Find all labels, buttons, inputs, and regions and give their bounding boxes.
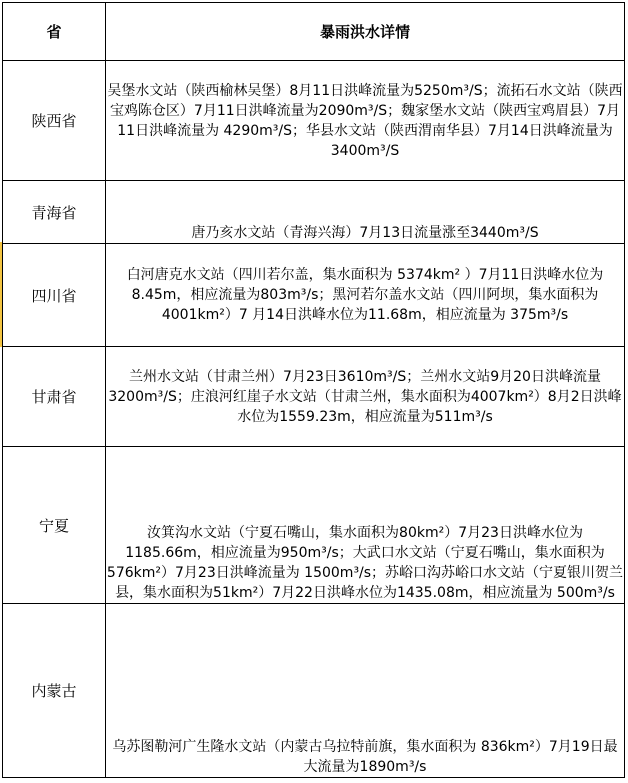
detail-cell[interactable]	[106, 244, 625, 347]
province-cell[interactable]: 四川省	[3, 244, 106, 347]
flood-details-table	[2, 2, 625, 778]
detail-cell[interactable]	[106, 347, 625, 447]
detail-text: 白河唐克水文站（四川若尔盖，集水面积为 5374km² ）7月11日洪峰水位为8.45m，相应流量为803m³/s；黑河若尔盖水文站（四川阿坝，集水面积为 4001km²）7 月14日洪峰水位为11.68m，相应流量为 375m³/s	[126, 267, 604, 323]
table-row	[3, 61, 625, 181]
detail-cell[interactable]	[106, 61, 625, 181]
table-row	[3, 181, 625, 244]
detail-text: 乌苏图勒河广生隆水文站（内蒙古乌拉特前旗，集水面积为 836km²）7月19日最大流量为1890m³/s	[112, 739, 618, 775]
table-row	[3, 604, 625, 778]
detail-text: 汝箕沟水文站（宁夏石嘴山，集水面积为80km²）7月23日洪峰水位为 1185.66m，相应流量为950m³/s；大武口水文站（宁夏石嘴山，集水面积为 576km²）7月23日洪峰流量为 1500m³/s；苏峪口沟苏峪口水文站（宁夏银川贺兰县，集水面积为51km²）7月22日洪峰水位为1435.08m，相应流量为 500m³/s	[106, 525, 624, 601]
detail-text: 兰州水文站（甘肃兰州）7月23日3610m³/S；兰州水文站9月20日洪峰流量3200m³/S；庄浪河红崖子水文站（甘肃兰州，集水面积为4007km²）8月2日洪峰水位为1559.23m，相应流量为511m³/s	[108, 368, 622, 425]
province-header[interactable]: 省	[3, 3, 106, 61]
province-cell[interactable]: 内蒙古	[3, 604, 106, 778]
detail-text: 吴堡水文站（陕西榆林吴堡）8月11日洪峰流量为5250m³/S；流拓石水文站（陕西宝鸡陈仓区）7月11日洪峰流量为2090m³/S；魏家堡水文站（陕西宝鸡眉县）7月11日洪峰流量为 4290m³/S；华县水文站（陕西渭南华县）7月14日洪峰流量为3400m³/S	[107, 82, 623, 159]
table-row	[3, 244, 625, 347]
table-row	[3, 447, 625, 604]
province-cell[interactable]: 甘肃省	[3, 347, 106, 447]
detail-text: 唐乃亥水文站（青海兴海）7月13日流量涨至3440m³/S	[191, 225, 539, 241]
header-row	[3, 3, 625, 61]
detail-header[interactable]: 暴雨洪水详情	[106, 3, 625, 61]
province-cell[interactable]: 青海省	[3, 181, 106, 244]
detail-cell[interactable]	[106, 447, 625, 604]
detail-cell[interactable]	[106, 181, 625, 244]
province-cell[interactable]: 宁夏	[3, 447, 106, 604]
province-cell[interactable]: 陕西省	[3, 61, 106, 181]
detail-cell[interactable]	[106, 604, 625, 778]
table-row	[3, 347, 625, 447]
